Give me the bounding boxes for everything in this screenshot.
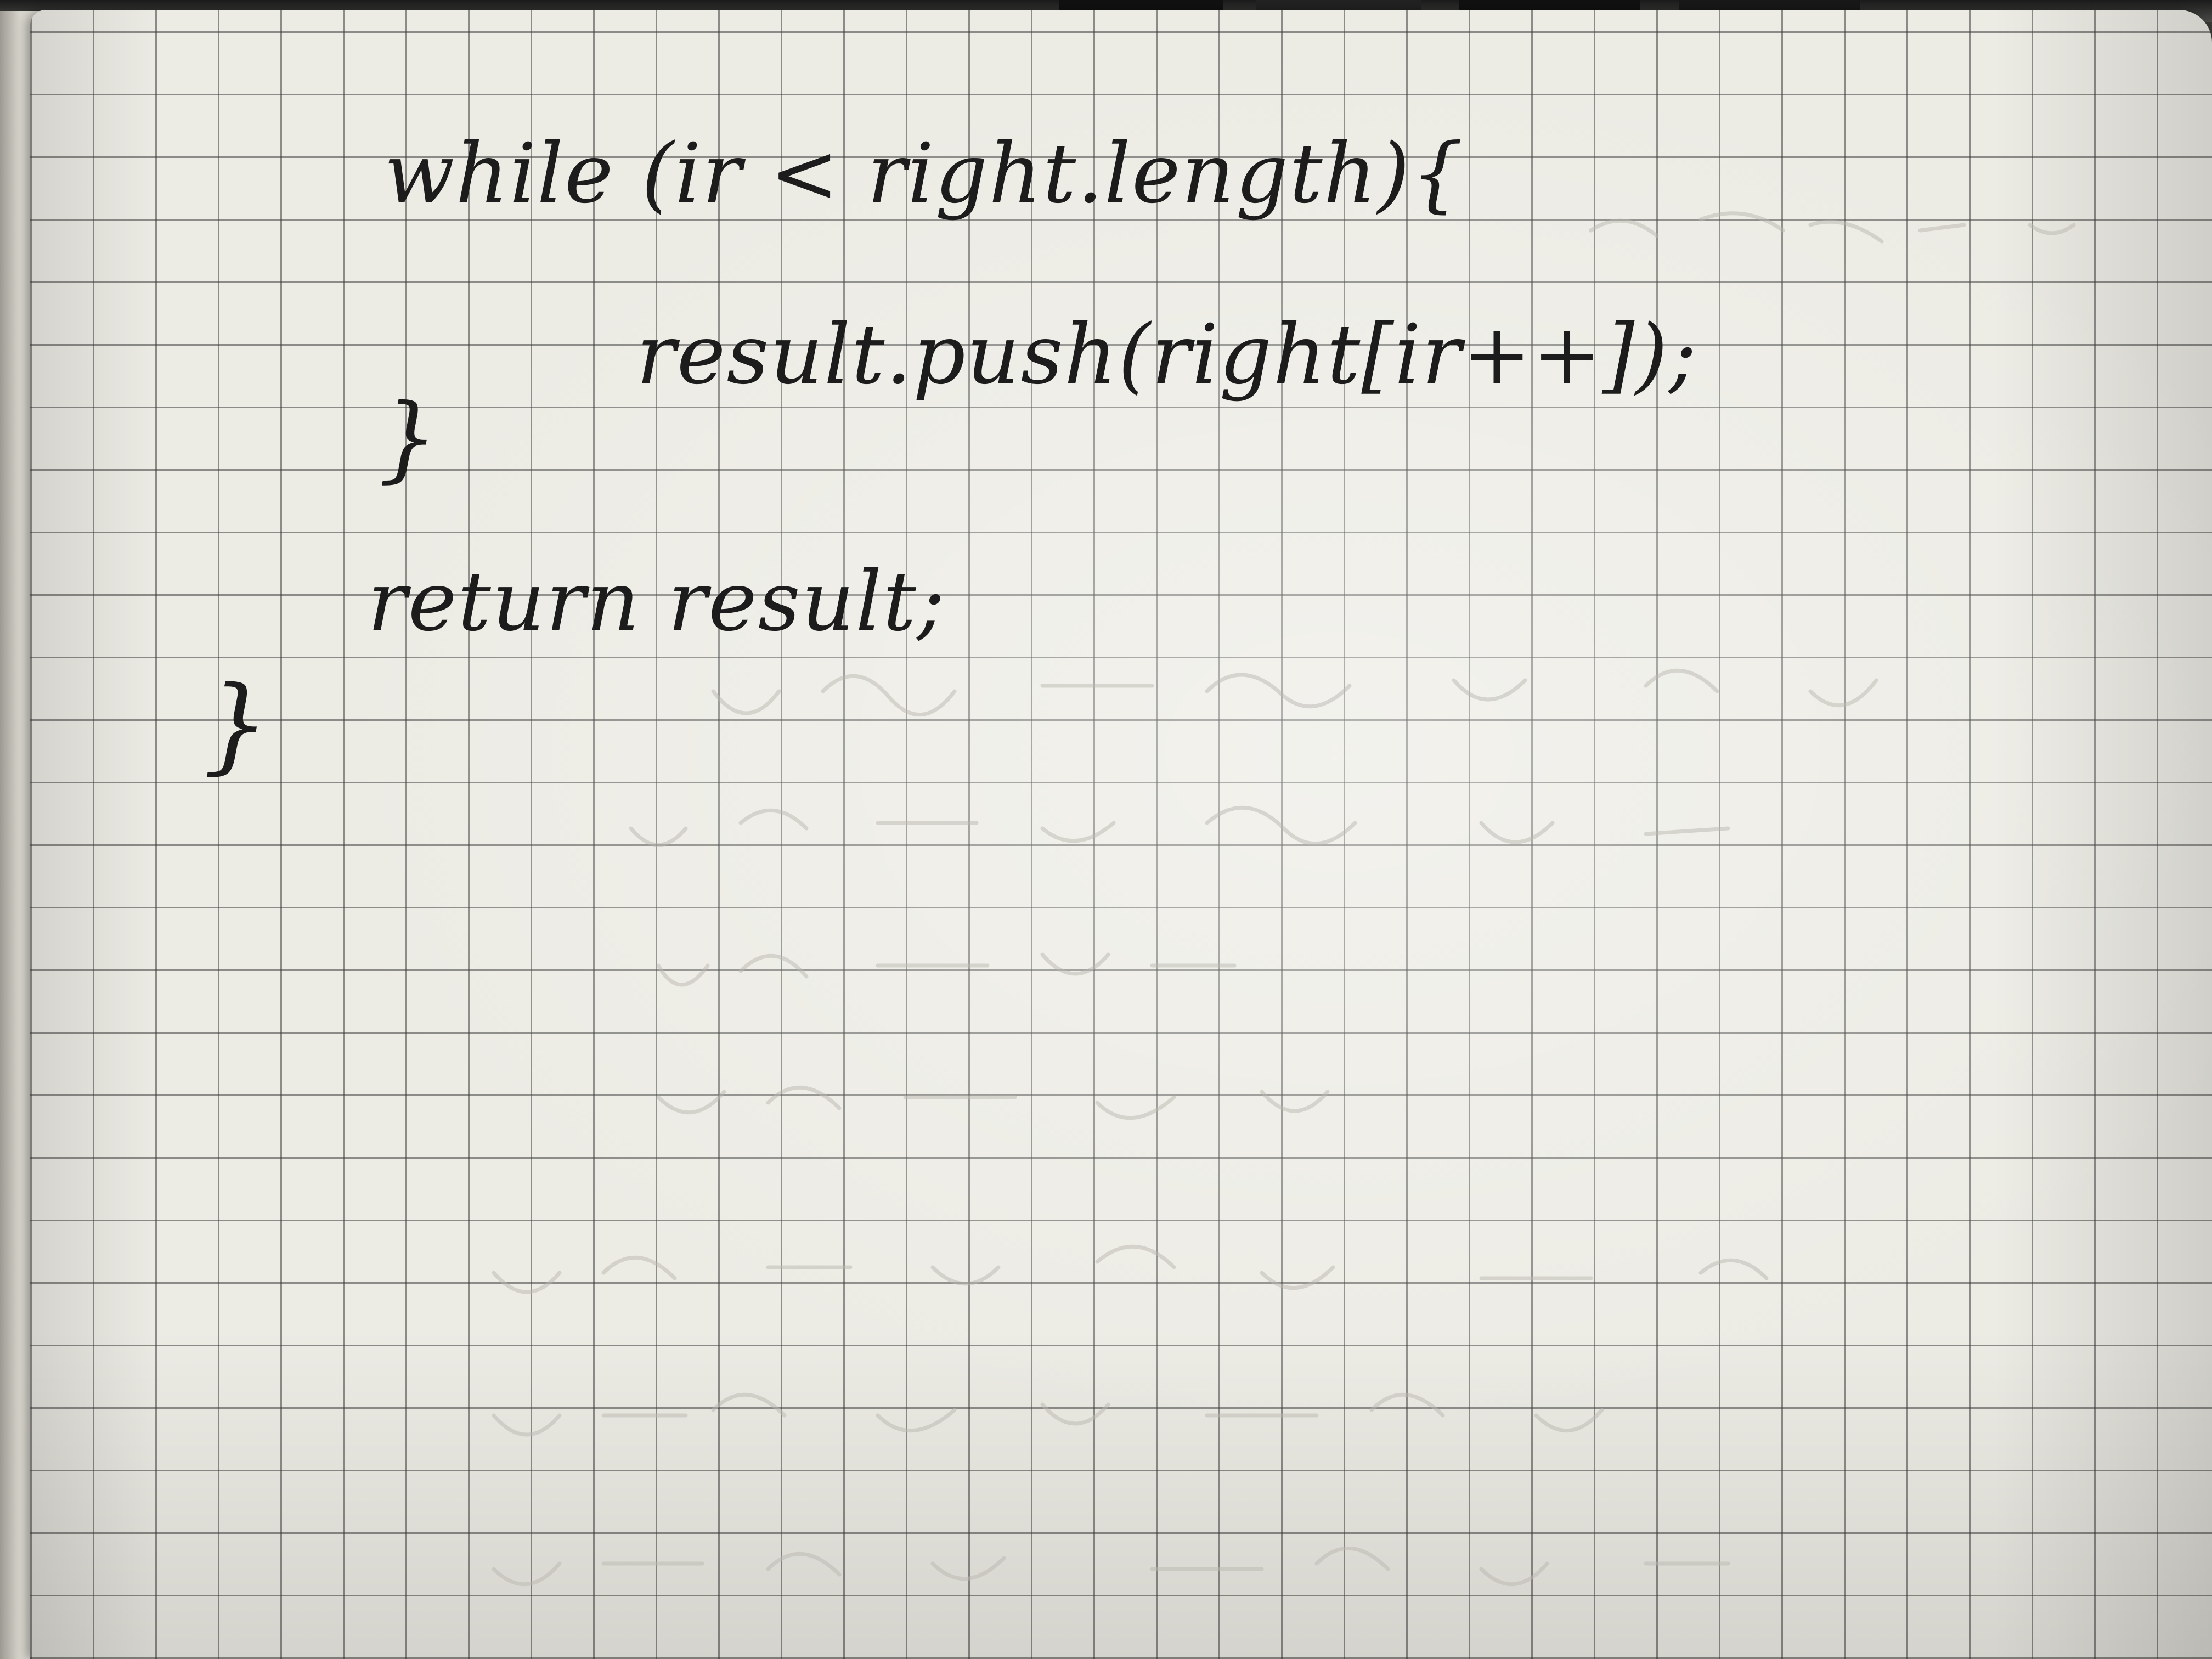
code-line-return: return result;	[368, 554, 946, 650]
code-line-close-while: }	[379, 384, 439, 493]
code-line-push: result.push(right[ir++]);	[636, 307, 1698, 403]
code-line-close-function: }	[203, 664, 270, 785]
grid-paper-page	[30, 10, 2212, 1659]
code-line-while: while (ir < right.length){	[384, 126, 1465, 222]
